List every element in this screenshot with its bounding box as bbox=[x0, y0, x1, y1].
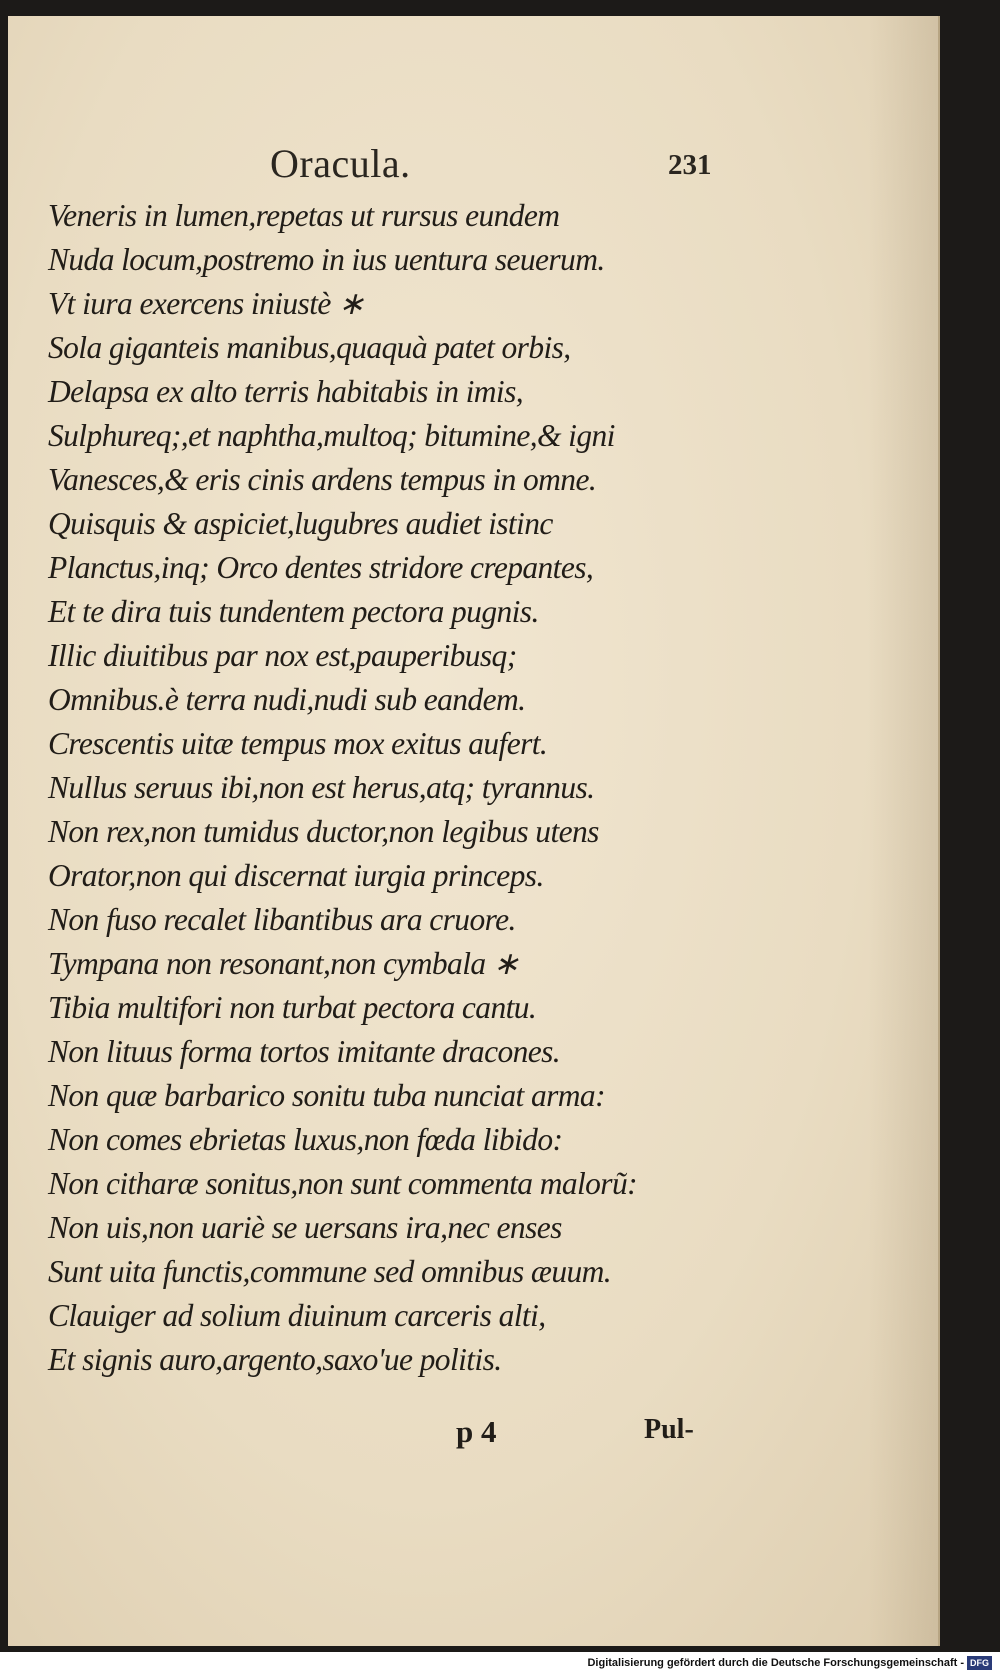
book-page bbox=[8, 16, 940, 1646]
page-number: 231 bbox=[668, 149, 712, 181]
verse-line: Sola giganteis manibus,quaquà patet orbis, bbox=[48, 330, 571, 365]
verse-line: Et te dira tuis tundentem pectora pugnis. bbox=[48, 594, 539, 629]
verse-line: Crescentis uitæ tempus mox exitus aufert. bbox=[48, 726, 548, 761]
verse-line: Non citharæ sonitus,non sunt commenta malorũ: bbox=[48, 1166, 638, 1201]
verse-line: Tibia multifori non turbat pectora cantu. bbox=[48, 990, 537, 1025]
verse-line: Non fuso recalet libantibus ara cruore. bbox=[48, 902, 516, 937]
verse-line: Non quæ barbarico sonitu tuba nunciat arma: bbox=[48, 1078, 605, 1113]
signature-mark: p 4 bbox=[456, 1414, 497, 1449]
verse-line: Sunt uita functis,commune sed omnibus æuum. bbox=[48, 1254, 612, 1289]
catchword: Pul- bbox=[644, 1414, 694, 1445]
verse-line: Planctus,inq; Orco dentes stridore crepantes, bbox=[48, 550, 594, 585]
verse-text bbox=[48, 194, 637, 1382]
verse-line: Quisquis & aspiciet,lugubres audiet istinc bbox=[48, 506, 553, 541]
verse-line: Non comes ebrietas luxus,non fœda libido: bbox=[48, 1122, 563, 1157]
verse-line: Non lituus forma tortos imitante dracones. bbox=[48, 1034, 561, 1069]
verse-line: Vt iura exercens iniustè ∗ bbox=[48, 286, 364, 321]
running-head: Oracula. bbox=[270, 141, 411, 186]
verse-line: Illic diuitibus par nox est,pauperibusq; bbox=[48, 638, 517, 673]
verse-line: Delapsa ex alto terris habitabis in imis, bbox=[48, 374, 524, 409]
verse-line: Nullus seruus ibi,non est herus,atq; tyrannus. bbox=[48, 770, 595, 805]
verse-line: Et signis auro,argento,saxo'ue politis. bbox=[48, 1342, 502, 1377]
verse-line: Omnibus.è terra nudi,nudi sub eandem. bbox=[48, 682, 526, 717]
dfg-logo: DFG bbox=[967, 1656, 992, 1670]
verse-line: Veneris in lumen,repetas ut rursus eundem bbox=[48, 198, 560, 233]
verse-line: Tympana non resonant,non cymbala ∗ bbox=[48, 946, 519, 981]
verse-line: Clauiger ad solium diuinum carceris alti, bbox=[48, 1298, 546, 1333]
verse-line: Non uis,non uariè se uersans ira,nec enses bbox=[48, 1210, 562, 1245]
footer-credit bbox=[587, 1656, 992, 1670]
verse-line: Non rex,non tumidus ductor,non legibus utens bbox=[48, 814, 599, 849]
verse-line: Sulphureq;,et naphtha,multoq; bitumine,& igni bbox=[48, 418, 615, 453]
footer-text: Digitalisierung gefördert durch die Deutsche Forschungsgemeinschaft - bbox=[587, 1657, 964, 1669]
verse-line: Orator,non qui discernat iurgia princeps. bbox=[48, 858, 544, 893]
verse-line: Vanesces,& eris cinis ardens tempus in omne. bbox=[48, 462, 597, 497]
verse-line: Nuda locum,postremo in ius uentura seuerum. bbox=[48, 242, 605, 277]
